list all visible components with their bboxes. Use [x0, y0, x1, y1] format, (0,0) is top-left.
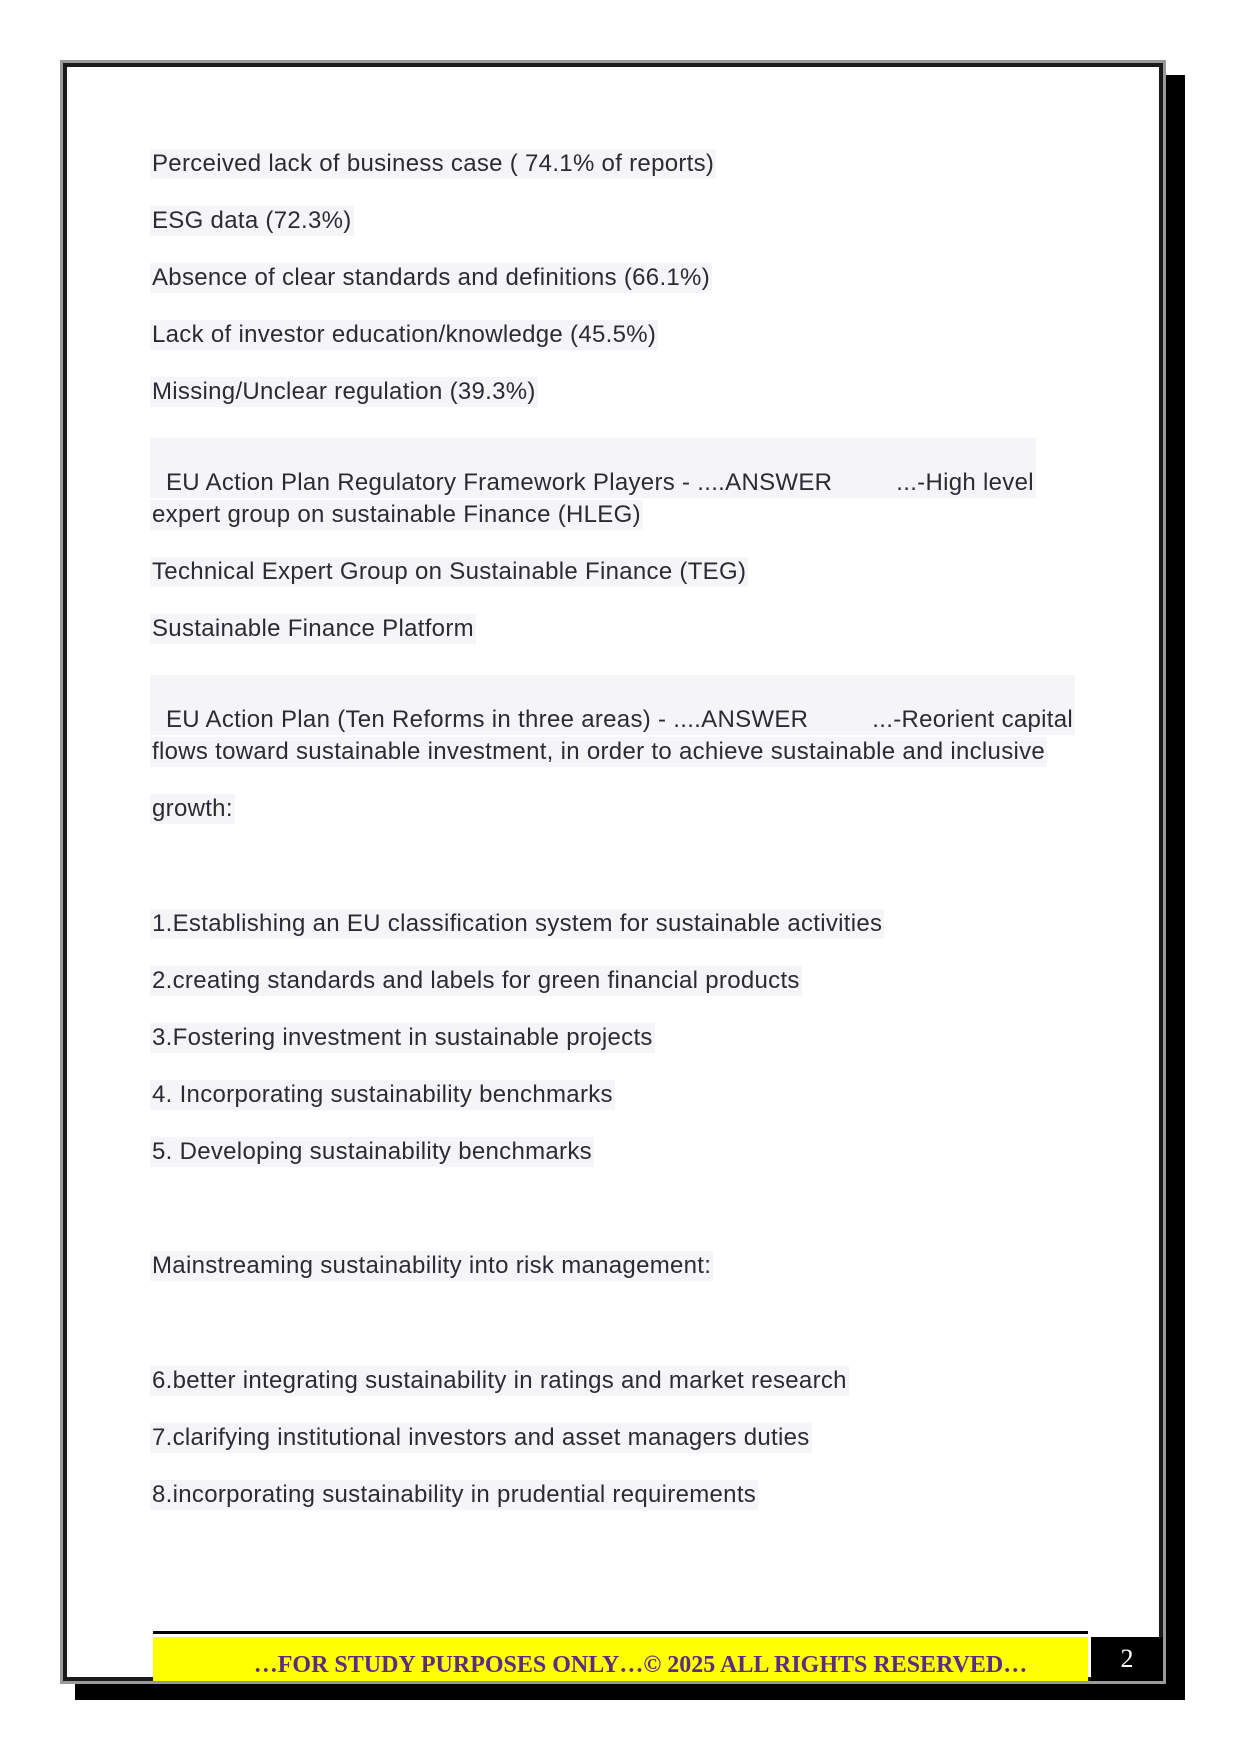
page-number: 2	[1091, 1637, 1163, 1681]
list-item: 2.creating standards and labels for green financial products	[152, 967, 800, 994]
list-item: 7.clarifying institutional investors and asset managers duties	[152, 1424, 810, 1451]
text-line: Lack of investor education/knowledge (45.5%)	[152, 321, 657, 348]
text-line: Sustainable Finance Platform	[152, 615, 474, 642]
text-line: ESG data (72.3%)	[152, 207, 352, 234]
footer-text: …FOR STUDY PURPOSES ONLY…© 2025 ALL RIGHTS RESERVED…	[253, 1652, 1028, 1678]
qa-question-line	[150, 438, 1036, 498]
text-line: growth:	[152, 795, 233, 822]
text-line: expert group on sustainable Finance (HLEG)	[152, 501, 641, 528]
text-line: Technical Expert Group on Sustainable Finance (TEG)	[152, 558, 747, 585]
qa-question: EU Action Plan Regulatory Framework Players - ....ANSWER	[165, 469, 833, 496]
text-line: Perceived lack of business case ( 74.1% of reports)	[152, 150, 715, 177]
list-item: 3.Fostering investment in sustainable projects	[152, 1024, 653, 1051]
list-item: 8.incorporating sustainability in prudential requirements	[152, 1481, 757, 1508]
qa-question-line	[150, 675, 1075, 735]
qa-answer-start: ...-High level	[896, 469, 1034, 496]
text-line: Missing/Unclear regulation (39.3%)	[152, 378, 536, 405]
qa-answer-start: ...-Reorient capital	[872, 706, 1074, 733]
footer-rule	[153, 1631, 1088, 1634]
section-heading: Mainstreaming sustainability into risk management:	[152, 1252, 712, 1279]
qa-question: EU Action Plan (Ten Reforms in three areas) - ....ANSWER	[165, 706, 809, 733]
list-item: 6.better integrating sustainability in ratings and market research	[152, 1367, 847, 1394]
list-item: 4. Incorporating sustainability benchmarks	[152, 1081, 613, 1108]
list-item: 5. Developing sustainability benchmarks	[152, 1138, 592, 1165]
text-line: Absence of clear standards and definitions (66.1%)	[152, 264, 710, 291]
text-line: flows toward sustainable investment, in order to achieve sustainable and inclusive	[152, 738, 1046, 765]
footer-banner	[153, 1637, 1088, 1681]
list-item: 1.Establishing an EU classification system for sustainable activities	[152, 910, 883, 937]
